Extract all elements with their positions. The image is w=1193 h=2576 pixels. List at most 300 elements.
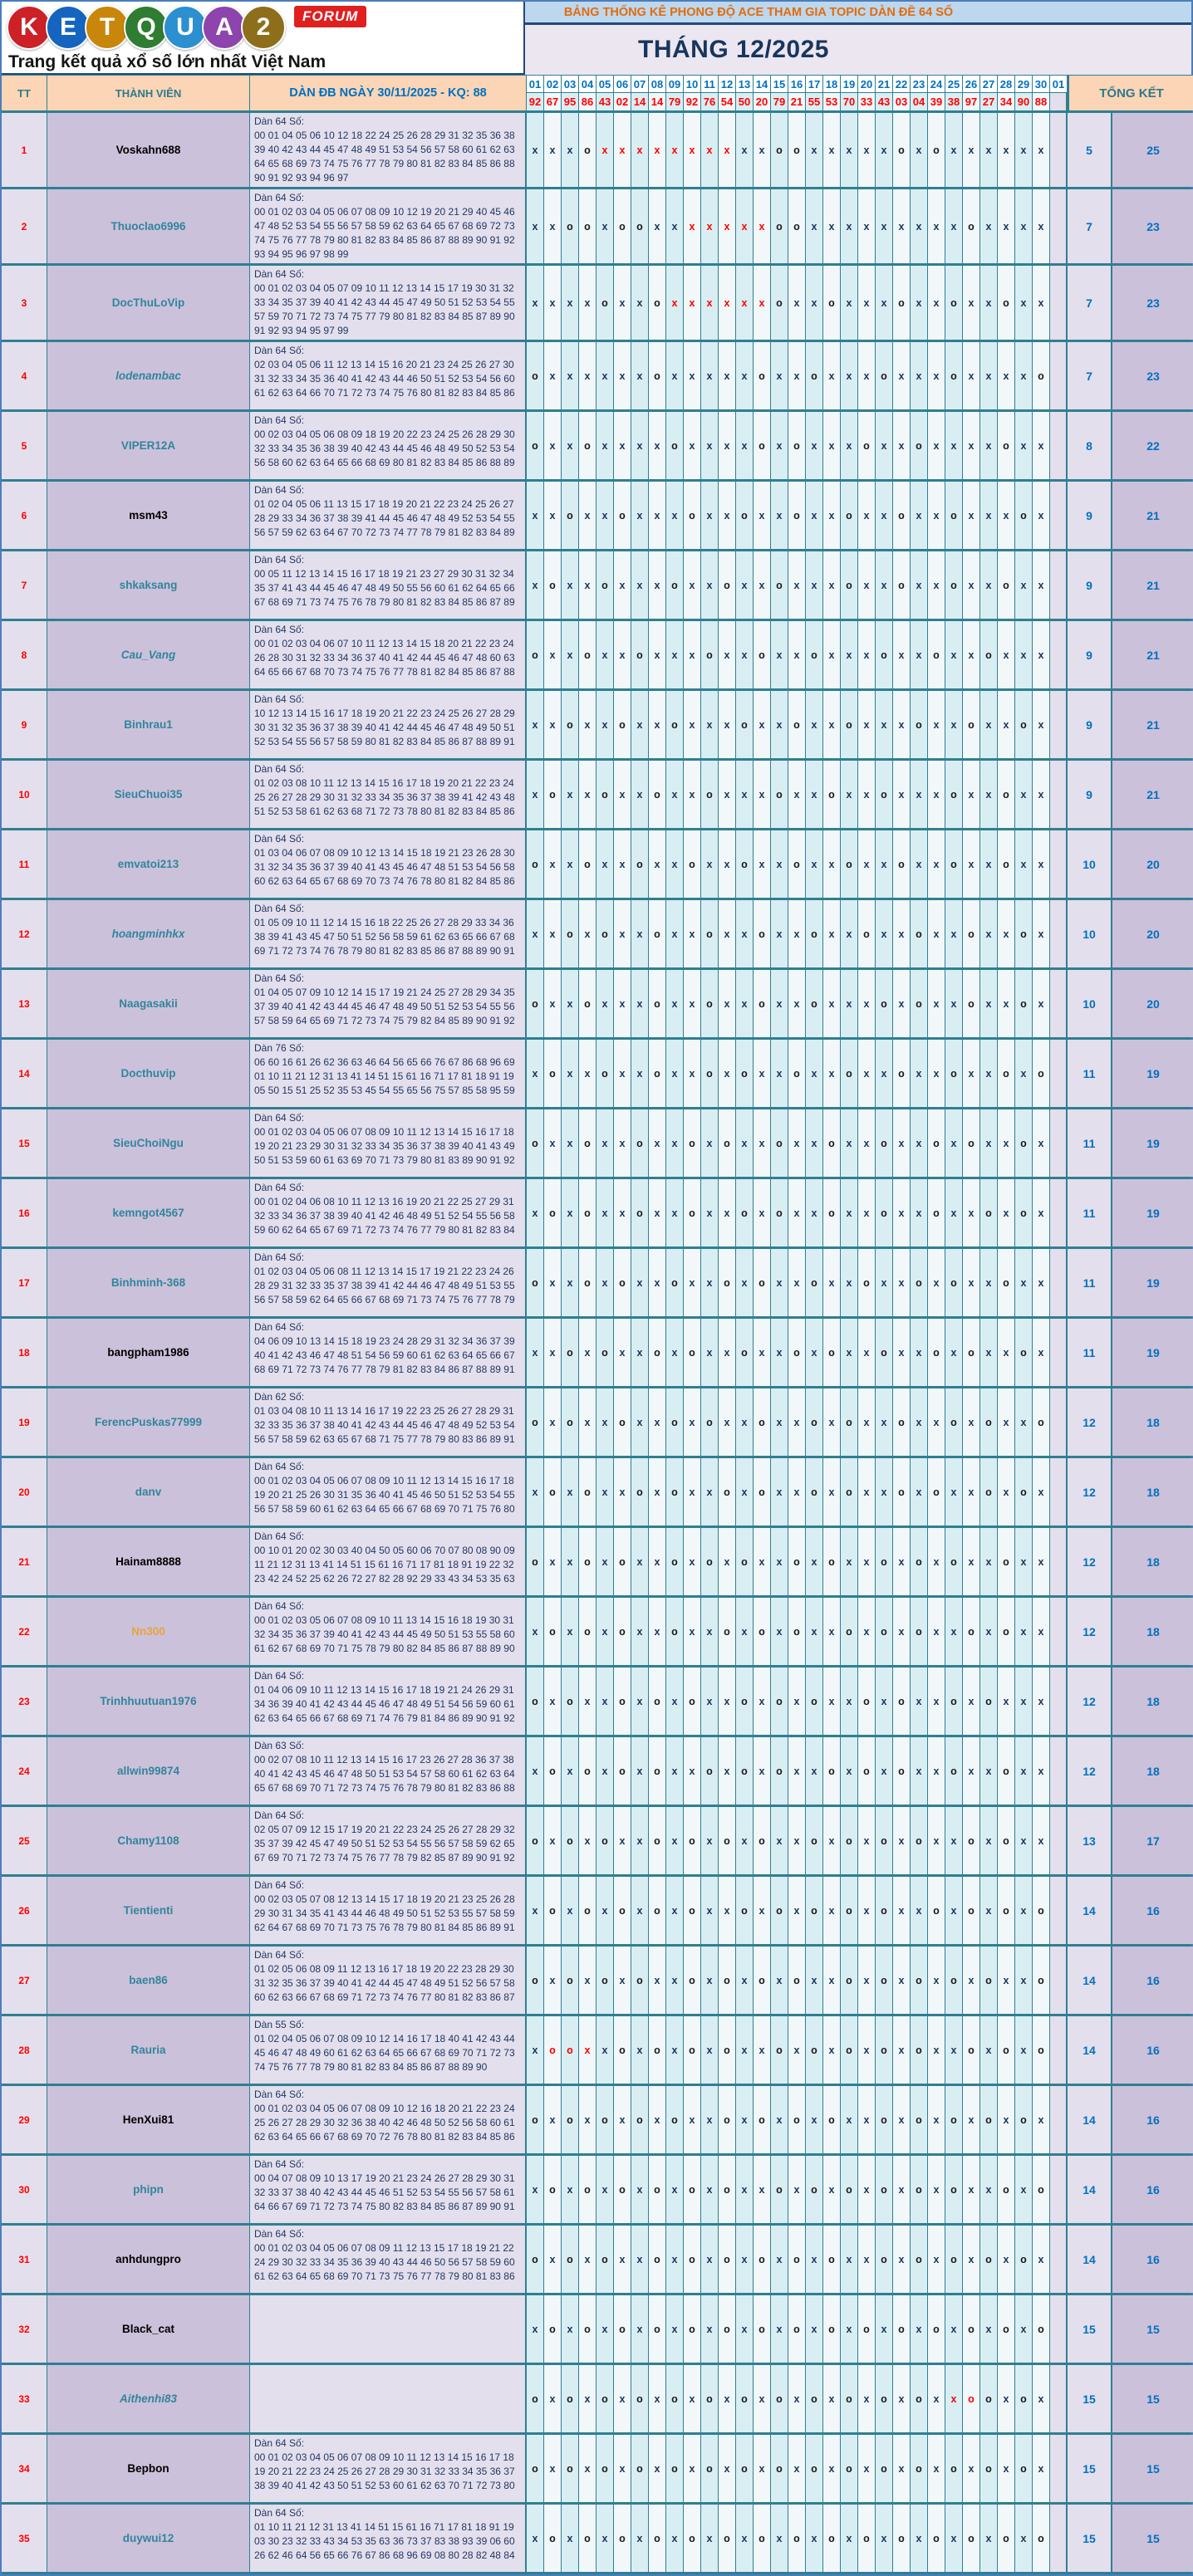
mark-cell-empty xyxy=(1050,412,1068,479)
mark-cell: x xyxy=(963,1179,980,1246)
mark-cell: x xyxy=(823,2016,841,2084)
mark-cell: x xyxy=(1015,2295,1033,2363)
total-misses: 15 xyxy=(1112,2365,1193,2432)
dan-line: 31 32 33 34 35 36 40 41 42 43 44 46 50 51 52 53 54 56 60 xyxy=(254,373,515,384)
mark-cell: o xyxy=(1033,1947,1050,2014)
mark-cell: x xyxy=(719,266,736,340)
member-name-cell[interactable] xyxy=(47,1668,250,1735)
mark-cell: x xyxy=(980,1737,998,1805)
member-name-cell[interactable] xyxy=(47,1179,250,1246)
dan-numbers-cell xyxy=(250,1388,527,1456)
mark-cell: x xyxy=(823,189,841,263)
date-result-value: 14 xyxy=(649,93,666,110)
mark-cell: x xyxy=(911,482,928,549)
member-name-cell[interactable] xyxy=(47,189,250,263)
mark-cell: x xyxy=(736,2156,754,2223)
mark-cell: o xyxy=(596,551,614,619)
mark-cell: o xyxy=(963,900,980,967)
mark-cell: x xyxy=(771,1598,788,1665)
mark-cell: x xyxy=(806,1947,823,2014)
mark-cell: x xyxy=(788,1249,806,1316)
mark-cell-empty xyxy=(1050,2505,1068,2572)
mark-cell: x xyxy=(998,1388,1015,1456)
table-row xyxy=(2,2016,1191,2086)
mark-cell: x xyxy=(614,2226,631,2293)
mark-cell: x xyxy=(579,1668,596,1735)
dan-line: 00 02 03 04 05 06 08 09 18 19 20 22 23 24 25 26 28 29 30 xyxy=(254,429,515,440)
mark-cell: x xyxy=(823,830,841,898)
dan-title: Dàn 64 Số: xyxy=(254,903,305,914)
mark-cell: o xyxy=(945,1528,963,1595)
total-misses: 15 xyxy=(1112,2505,1193,2572)
mark-cell: o xyxy=(893,1668,911,1735)
mark-cell: o xyxy=(527,1109,544,1177)
mark-cell: x xyxy=(631,342,649,409)
total-misses: 22 xyxy=(1112,412,1193,479)
mark-cell: x xyxy=(963,2156,980,2223)
mark-cell: o xyxy=(596,2226,614,2293)
table-row xyxy=(2,1458,1191,1528)
total-misses: 21 xyxy=(1112,482,1193,549)
mark-cell: x xyxy=(631,412,649,479)
mark-cell: x xyxy=(527,1598,544,1665)
row-number: 30 xyxy=(2,2156,47,2223)
member-name-cell[interactable] xyxy=(47,691,250,758)
forum-badge: FORUM xyxy=(294,6,366,27)
mark-cell: x xyxy=(945,2365,963,2432)
mark-cell: x xyxy=(771,970,788,1037)
member-name-cell[interactable] xyxy=(47,482,250,549)
mark-cell: x xyxy=(963,2086,980,2153)
mark-cell: x xyxy=(1015,761,1033,828)
mark-cell: x xyxy=(1015,2505,1033,2572)
mark-cell: x xyxy=(998,2435,1015,2502)
mark-cell: x xyxy=(631,551,649,619)
total-hits: 10 xyxy=(1068,900,1112,967)
mark-cell: x xyxy=(562,342,579,409)
total-hits: 15 xyxy=(1068,2435,1112,2502)
mark-cell: x xyxy=(631,1877,649,1944)
mark-cell: x xyxy=(562,266,579,340)
mark-cell: x xyxy=(1015,551,1033,619)
mark-cell: o xyxy=(841,2365,858,2432)
mark-cell: x xyxy=(666,342,684,409)
member-name: msm43 xyxy=(129,509,168,522)
member-name-cell[interactable] xyxy=(47,1040,250,1107)
mark-cell: x xyxy=(631,1249,649,1316)
dan-numbers-cell xyxy=(250,2086,527,2153)
member-name-cell[interactable] xyxy=(47,1458,250,1526)
mark-cell: o xyxy=(998,2295,1015,2363)
mark-cell: x xyxy=(945,691,963,758)
dan-line: 03 30 23 32 33 43 34 53 35 63 36 73 37 83 38 93 39 06 60 xyxy=(254,2535,515,2547)
member-name-cell[interactable] xyxy=(47,113,250,187)
mark-cell: o xyxy=(579,1877,596,1944)
mark-cell: x xyxy=(527,2016,544,2084)
mark-cell: o xyxy=(771,1179,788,1246)
col-header-date: 05 xyxy=(596,76,614,93)
mark-cell: o xyxy=(893,2295,911,2363)
member-name: Nn300 xyxy=(131,1625,165,1638)
mark-cell: o xyxy=(876,2156,893,2223)
mark-cell: x xyxy=(858,2435,876,2502)
member-name-cell[interactable] xyxy=(47,2365,250,2432)
row-number: 3 xyxy=(2,266,47,340)
mark-cell: o xyxy=(562,1388,579,1456)
mark-cell: x xyxy=(631,761,649,828)
mark-cell: o xyxy=(527,1947,544,2014)
mark-cell: o xyxy=(579,189,596,263)
member-name-cell[interactable] xyxy=(47,1877,250,1944)
member-name-cell[interactable] xyxy=(47,1249,250,1316)
mark-cell: o xyxy=(701,1388,719,1456)
mark-cell: o xyxy=(945,342,963,409)
mark-cell: x xyxy=(858,1598,876,1665)
member-name-cell[interactable] xyxy=(47,2505,250,2572)
col-header-date: 04 xyxy=(579,76,596,93)
mark-cell: x xyxy=(527,2505,544,2572)
member-name-cell[interactable] xyxy=(47,2016,250,2084)
mark-cell: x xyxy=(771,342,788,409)
member-name-cell[interactable] xyxy=(47,2295,250,2363)
mark-cell: o xyxy=(666,2365,684,2432)
dan-line: 65 67 68 69 70 71 72 73 74 75 76 78 79 80 81 82 83 86 88 xyxy=(254,1782,515,1794)
total-hits: 10 xyxy=(1068,830,1112,898)
date-result-value: 50 xyxy=(736,93,754,110)
mark-cell: x xyxy=(527,482,544,549)
mark-cell: o xyxy=(823,2505,841,2572)
mark-cell: o xyxy=(980,2226,998,2293)
mark-cell: x xyxy=(893,900,911,967)
mark-cell: o xyxy=(736,1668,754,1735)
mark-cell: x xyxy=(614,830,631,898)
member-name-cell[interactable] xyxy=(47,266,250,340)
mark-cell: o xyxy=(544,551,562,619)
total-misses: 21 xyxy=(1112,691,1193,758)
mark-cell: o xyxy=(701,1528,719,1595)
mark-cell: o xyxy=(841,1040,858,1107)
mark-cell: x xyxy=(1033,761,1050,828)
total-misses: 23 xyxy=(1112,342,1193,409)
member-name-cell[interactable] xyxy=(47,1737,250,1805)
table-row xyxy=(2,1877,1191,1947)
logo-letters xyxy=(2,2,523,51)
member-name-cell[interactable] xyxy=(47,1598,250,1665)
mark-cell: x xyxy=(806,551,823,619)
mark-cell: x xyxy=(876,691,893,758)
dan-line: 64 66 67 69 71 72 73 74 75 80 82 83 84 85 86 87 89 90 91 xyxy=(254,2201,515,2212)
mark-cell: x xyxy=(841,621,858,688)
dan-line: 01 03 04 08 10 11 13 14 16 17 19 22 23 25 26 27 28 29 31 xyxy=(254,1405,514,1417)
mark-cell: o xyxy=(527,412,544,479)
member-name: FerencPuskas77999 xyxy=(94,1416,203,1428)
mark-cell: x xyxy=(562,1528,579,1595)
total-misses: 23 xyxy=(1112,189,1193,263)
total-misses: 18 xyxy=(1112,1737,1193,1805)
forum-logo[interactable] xyxy=(2,2,525,75)
mark-cell: o xyxy=(771,113,788,187)
mark-cell: x xyxy=(980,900,998,967)
mark-cell: x xyxy=(527,1877,544,1944)
mark-cell: x xyxy=(666,2295,684,2363)
mark-cell: x xyxy=(754,551,771,619)
mark-cell: o xyxy=(788,412,806,479)
member-name-cell[interactable] xyxy=(47,2086,250,2153)
mark-cell: o xyxy=(841,2016,858,2084)
mark-cell: o xyxy=(788,1040,806,1107)
mark-cell: x xyxy=(649,1528,666,1595)
mark-cell: o xyxy=(684,1319,701,1386)
date-result-value: 88 xyxy=(1033,93,1050,110)
mark-cell: x xyxy=(544,830,562,898)
dan-line: 56 57 58 59 60 61 62 63 64 65 66 67 68 69 70 71 75 76 80 xyxy=(254,1503,515,1515)
total-misses: 16 xyxy=(1112,1877,1193,1944)
mark-cell-empty xyxy=(1050,1109,1068,1177)
total-hits: 7 xyxy=(1068,189,1112,263)
dan-line: 68 69 71 72 73 74 76 77 78 79 81 82 83 84 86 87 88 89 91 xyxy=(254,1364,515,1375)
mark-cell: x xyxy=(596,189,614,263)
mark-cell: o xyxy=(841,2435,858,2502)
table-row xyxy=(2,1598,1191,1668)
mark-cell: x xyxy=(1015,113,1033,187)
mark-cell: x xyxy=(928,830,945,898)
mark-cell: x xyxy=(701,113,719,187)
column-header-row xyxy=(2,75,1191,113)
mark-cell: o xyxy=(841,1598,858,1665)
row-number: 29 xyxy=(2,2086,47,2153)
dan-numbers-cell xyxy=(250,691,527,758)
dan-line: 35 37 41 43 44 45 46 47 48 49 50 55 56 60 61 62 64 65 66 xyxy=(254,582,515,594)
mark-cell: x xyxy=(614,1947,631,2014)
mark-cell: x xyxy=(858,1179,876,1246)
member-name: VIPER12A xyxy=(120,439,176,452)
mark-cell: x xyxy=(544,691,562,758)
mark-cell: x xyxy=(527,2295,544,2363)
mark-cell: x xyxy=(562,830,579,898)
mark-cell: x xyxy=(928,342,945,409)
row-number: 22 xyxy=(2,1598,47,1665)
table-row xyxy=(2,1737,1191,1807)
total-hits: 9 xyxy=(1068,621,1112,688)
mark-cell: x xyxy=(980,1807,998,1874)
member-name-cell[interactable] xyxy=(47,1109,250,1177)
mark-cell: x xyxy=(823,2365,841,2432)
mark-cell: x xyxy=(928,1528,945,1595)
mark-cell: x xyxy=(771,2505,788,2572)
mark-cell: x xyxy=(596,1737,614,1805)
mark-cell: x xyxy=(823,1040,841,1107)
mark-cell: x xyxy=(754,761,771,828)
mark-cell: x xyxy=(806,691,823,758)
total-misses: 16 xyxy=(1112,2226,1193,2293)
dan-title: Dàn 64 Số: xyxy=(254,1600,305,1612)
mark-cell-empty xyxy=(1050,342,1068,409)
member-name: duywui12 xyxy=(122,2532,174,2544)
mark-cell: o xyxy=(596,1040,614,1107)
mark-cell: x xyxy=(596,1179,614,1246)
mark-cell: o xyxy=(771,1737,788,1805)
date-result-value: 43 xyxy=(596,93,614,110)
mark-cell: x xyxy=(980,830,998,898)
mark-cell: o xyxy=(980,1668,998,1735)
total-hits: 12 xyxy=(1068,1598,1112,1665)
member-name-cell[interactable] xyxy=(47,1807,250,1874)
mark-cell: x xyxy=(893,761,911,828)
table-row xyxy=(2,1040,1191,1109)
mark-cell: o xyxy=(719,2086,736,2153)
dan-numbers-cell xyxy=(250,621,527,688)
mark-cell: x xyxy=(1015,1388,1033,1456)
page-header xyxy=(2,2,1191,75)
mark-cell: o xyxy=(684,1807,701,1874)
mark-cell: o xyxy=(998,830,1015,898)
mark-cell: x xyxy=(771,621,788,688)
mark-cell: x xyxy=(858,266,876,340)
mark-cell: x xyxy=(928,2435,945,2502)
member-name-cell[interactable] xyxy=(47,621,250,688)
member-name-cell[interactable] xyxy=(47,1319,250,1386)
mark-cell: o xyxy=(945,1388,963,1456)
mark-cell: x xyxy=(649,551,666,619)
mark-cell: x xyxy=(911,761,928,828)
mark-cell: o xyxy=(823,1109,841,1177)
mark-cell: x xyxy=(1033,970,1050,1037)
dan-line: 26 28 30 31 32 33 34 36 37 40 41 42 44 45 46 47 48 60 63 xyxy=(254,652,515,664)
mark-cell: x xyxy=(719,1668,736,1735)
mark-cell: x xyxy=(823,1877,841,1944)
mark-cell: x xyxy=(614,551,631,619)
mark-cell: o xyxy=(893,1737,911,1805)
mark-cell: x xyxy=(788,1807,806,1874)
mark-cell: o xyxy=(788,2226,806,2293)
mark-cell: o xyxy=(998,551,1015,619)
mark-cell: x xyxy=(719,830,736,898)
mark-cell: o xyxy=(684,2505,701,2572)
mark-cell: o xyxy=(841,1807,858,1874)
mark-cell-empty xyxy=(1050,830,1068,898)
mark-cell: o xyxy=(754,1947,771,2014)
mark-cell: x xyxy=(596,1598,614,1665)
member-name-cell[interactable] xyxy=(47,342,250,409)
mark-cell: o xyxy=(876,761,893,828)
mark-cell-empty xyxy=(1050,1807,1068,1874)
mark-cell: x xyxy=(649,2435,666,2502)
member-name-cell[interactable] xyxy=(47,900,250,967)
member-name-cell[interactable] xyxy=(47,412,250,479)
row-number: 17 xyxy=(2,1249,47,1316)
row-number: 32 xyxy=(2,2295,47,2363)
mark-cell: o xyxy=(579,1249,596,1316)
mark-cell: o xyxy=(719,2295,736,2363)
mark-cell: x xyxy=(719,1040,736,1107)
member-name: Trinhhuutuan1976 xyxy=(100,1695,197,1707)
mark-cell: x xyxy=(945,189,963,263)
dan-line: 30 31 32 35 36 37 38 39 40 41 42 44 45 46 47 48 49 50 51 xyxy=(254,722,515,733)
mark-cell: o xyxy=(596,761,614,828)
member-name-cell[interactable] xyxy=(47,970,250,1037)
mark-cell: o xyxy=(579,1179,596,1246)
mark-cell: x xyxy=(823,1458,841,1526)
member-name-cell[interactable] xyxy=(47,2156,250,2223)
mark-cell: x xyxy=(544,189,562,263)
table-row xyxy=(2,482,1191,551)
member-name-cell[interactable] xyxy=(47,551,250,619)
mark-cell: x xyxy=(754,1528,771,1595)
dan-numbers-cell xyxy=(250,2295,527,2363)
mark-cell: x xyxy=(701,1598,719,1665)
mark-cell: x xyxy=(736,1458,754,1526)
member-name: anhdungpro xyxy=(115,2253,181,2265)
mark-cell: o xyxy=(963,1319,980,1386)
total-hits: 11 xyxy=(1068,1319,1112,1386)
member-name-cell[interactable] xyxy=(47,761,250,828)
mark-cell: x xyxy=(684,2086,701,2153)
mark-cell: x xyxy=(911,1737,928,1805)
mark-cell: o xyxy=(1015,691,1033,758)
dan-line: 02 05 07 09 12 15 17 19 20 21 22 23 24 25 26 27 28 29 32 xyxy=(254,1824,515,1835)
col-header-date: 10 xyxy=(684,76,701,93)
mark-cell: x xyxy=(1015,1528,1033,1595)
mark-cell: x xyxy=(980,761,998,828)
member-name-cell[interactable] xyxy=(47,830,250,898)
mark-cell: x xyxy=(666,2505,684,2572)
mark-cell: x xyxy=(544,266,562,340)
mark-cell: x xyxy=(858,2156,876,2223)
mark-cell: o xyxy=(788,2505,806,2572)
mark-cell: x xyxy=(1033,1598,1050,1665)
member-name: allwin99874 xyxy=(116,1765,180,1777)
dan-line: 01 02 03 08 10 11 12 13 14 15 16 17 18 19 20 21 22 23 24 xyxy=(254,777,514,789)
mark-cell: x xyxy=(911,551,928,619)
mark-cell: x xyxy=(544,2435,562,2502)
dan-numbers-cell xyxy=(250,970,527,1037)
member-name-cell[interactable] xyxy=(47,1947,250,2014)
mark-cell: o xyxy=(911,1598,928,1665)
mark-cell: o xyxy=(562,189,579,263)
dan-title: Dàn 64 Số: xyxy=(254,2228,305,2240)
mark-cell: o xyxy=(527,621,544,688)
mark-cell: o xyxy=(858,412,876,479)
mark-cell: o xyxy=(771,1668,788,1735)
member-name-cell[interactable] xyxy=(47,2226,250,2293)
mark-cell: x xyxy=(1015,1947,1033,2014)
mark-cell: x xyxy=(945,1807,963,1874)
date-result-value: 97 xyxy=(963,93,980,110)
mark-cell: x xyxy=(1015,1598,1033,1665)
mark-cell: x xyxy=(911,266,928,340)
logo-letter-icon: Q xyxy=(124,5,169,50)
dan-line: 28 29 31 32 33 35 37 38 39 41 42 44 46 47 48 49 51 53 55 xyxy=(254,1280,515,1291)
mark-cell: x xyxy=(631,1598,649,1665)
mark-cell: x xyxy=(614,761,631,828)
mark-cell: x xyxy=(1033,691,1050,758)
col-header-date: 02 xyxy=(544,76,562,93)
member-name-cell[interactable] xyxy=(47,1528,250,1595)
mark-cell: o xyxy=(701,2435,719,2502)
member-name-cell[interactable] xyxy=(47,1388,250,1456)
mark-cell: x xyxy=(893,1807,911,1874)
mark-cell: o xyxy=(998,2156,1015,2223)
member-name-cell[interactable] xyxy=(47,2435,250,2502)
dan-numbers-cell xyxy=(250,1528,527,1595)
mark-cell: o xyxy=(701,761,719,828)
mark-cell: o xyxy=(806,2016,823,2084)
mark-cell: x xyxy=(701,691,719,758)
mark-cell: o xyxy=(562,482,579,549)
mark-cell: x xyxy=(736,1947,754,2014)
mark-cell: o xyxy=(963,2505,980,2572)
mark-cell: o xyxy=(963,2365,980,2432)
